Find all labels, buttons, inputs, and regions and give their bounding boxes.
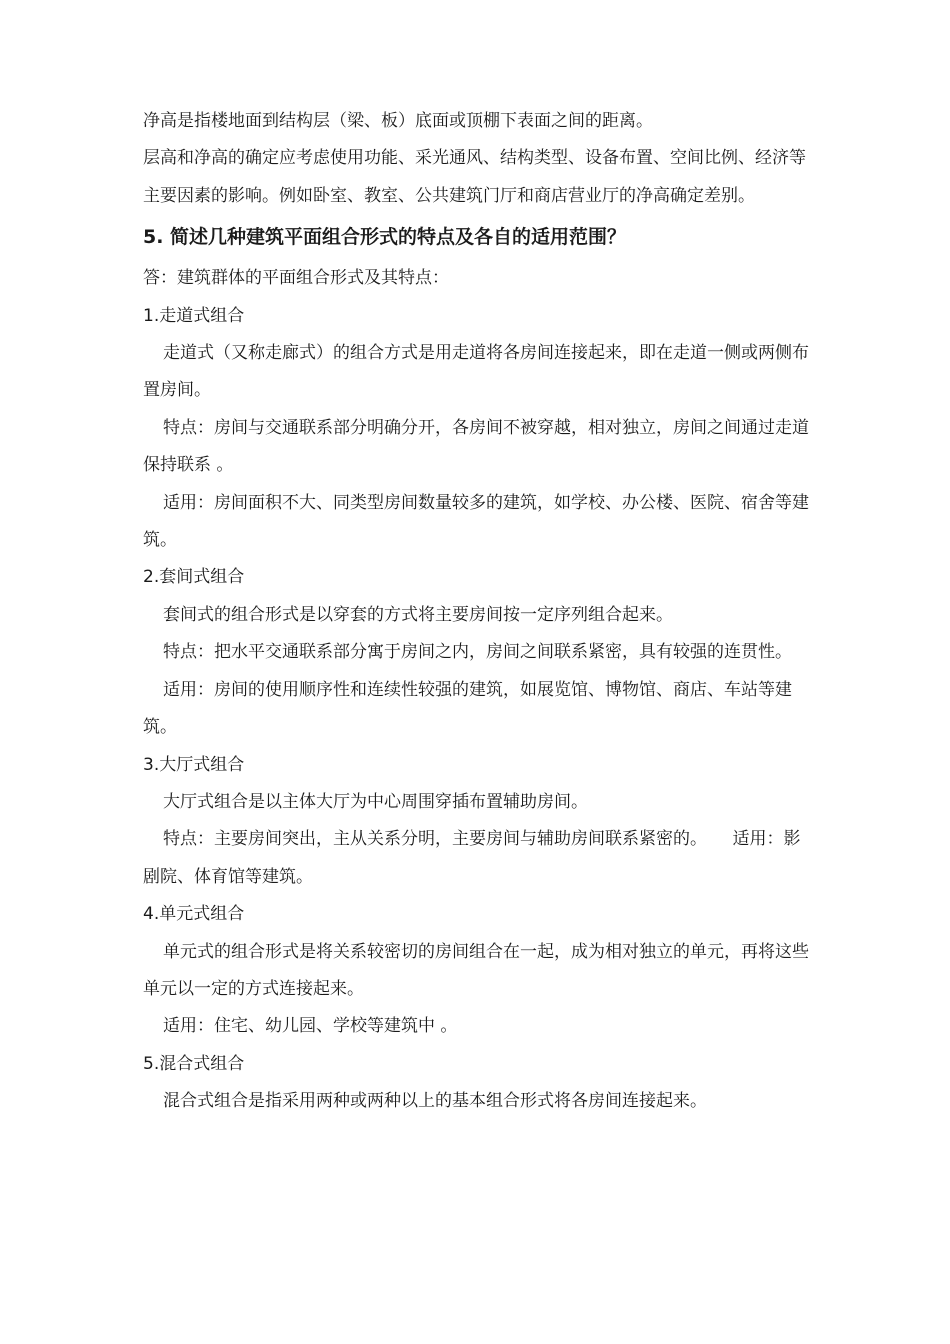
section-title-corridor: 1.走道式组合	[143, 305, 245, 326]
section-line: 特点：把水平交通联系部分寓于房间之内，房间之间联系紧密，具有较强的连贯性。	[163, 642, 792, 663]
section-line: 适用：住宅、幼儿园、学校等建筑中 。	[163, 1016, 458, 1037]
section-title-suite: 2.套间式组合	[143, 567, 245, 588]
answer-intro: 答：建筑群体的平面组合形式及其特点：	[143, 268, 449, 289]
paragraph-clear-height: 净高是指楼地面到结构层（梁、板）底面或顶棚下表面之间的距离。	[143, 111, 653, 131]
section-title-hall: 3.大厅式组合	[143, 754, 245, 775]
section-line: 走道式（又称走廊式）的组合方式是用走道将各房间连接起来，即在走道一侧或两侧布置房间。	[143, 343, 809, 401]
question-heading: 5. 简述几种建筑平面组合形式的特点及各自的适用范围？	[143, 226, 627, 249]
section-line: 特点：主要房间突出，主从关系分明，主要房间与辅助房间联系紧密的。 适用：影剧院、体育馆等建筑。	[143, 829, 801, 887]
section-line: 特点：房间与交通联系部分明确分开，各房间不被穿越，相对独立，房间之间通过走道保持联系 。	[143, 417, 809, 476]
paragraph-height-factors: 层高和净高的确定应考虑使用功能、采光通风、结构类型、设备布置、空间比例、经济等主要因素的影响。例如卧室、教室、公共建筑门厅和商店营业厅的净高确定差别。	[143, 148, 806, 206]
section-line: 适用：房间的使用顺序性和连续性较强的建筑，如展览馆、博物馆、商店、车站等建筑。	[143, 679, 792, 738]
section-title-unit: 4.单元式组合	[143, 904, 245, 925]
section-line: 大厅式组合是以主体大厅为中心周围穿插布置辅助房间。	[163, 791, 588, 812]
document-body	[143, 103, 813, 1121]
section-line: 套间式的组合形式是以穿套的方式将主要房间按一定序列组合起来。	[163, 604, 673, 625]
section-title-mixed: 5.混合式组合	[143, 1053, 245, 1074]
section-line: 混合式组合是指采用两种或两种以上的基本组合形式将各房间连接起来。	[163, 1091, 707, 1112]
section-line: 单元式的组合形式是将关系较密切的房间组合在一起，成为相对独立的单元，再将这些单元以一定的方式连接起来。	[143, 941, 809, 999]
section-line: 适用：房间面积不大、同类型房间数量较多的建筑，如学校、办公楼、医院、宿舍等建筑。	[143, 492, 809, 551]
